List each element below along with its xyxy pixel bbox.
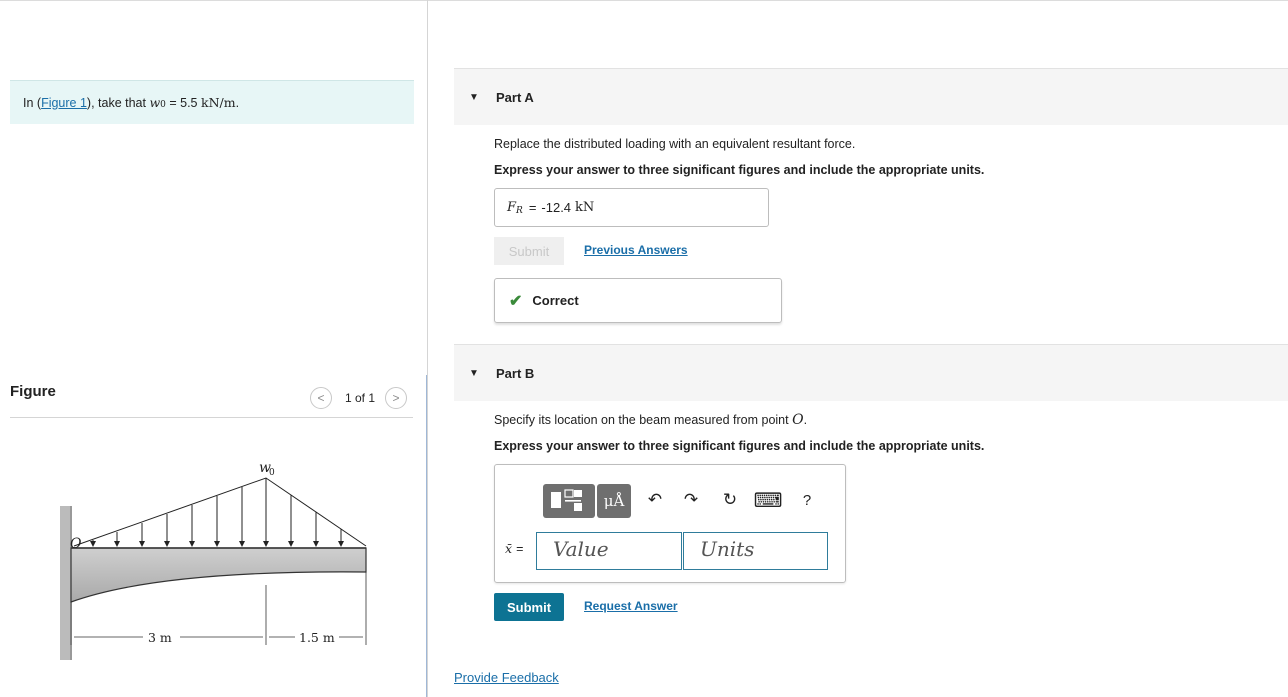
- load-label-sub: 0: [269, 468, 275, 478]
- load-variable-sub: 0: [160, 100, 166, 110]
- part-a-header[interactable]: [454, 68, 1288, 125]
- part-b-header[interactable]: [454, 344, 1288, 401]
- beam: [71, 548, 366, 602]
- part-a-instruction: Express your answer to three significant figures and include the appropriate units.: [494, 163, 985, 177]
- part-a-question: Replace the distributed loading with an equivalent resultant force.: [494, 137, 856, 151]
- dimension-right: 1.5 m: [299, 630, 335, 645]
- undo-icon[interactable]: ↶: [647, 490, 663, 509]
- templates-icon: [543, 484, 595, 518]
- question-suffix: .: [803, 413, 808, 427]
- redo-icon[interactable]: ↷: [683, 490, 699, 509]
- feedback-text: Correct: [532, 293, 579, 308]
- figure-pager: [310, 387, 407, 409]
- problem-middle: ), take that: [86, 96, 150, 110]
- panel-resize-handle[interactable]: [426, 375, 427, 697]
- part-b-question: [494, 412, 807, 428]
- answer-editor: [494, 464, 846, 583]
- figure-page-count: 1 of 1: [345, 391, 376, 405]
- part-b-instruction: Express your answer to three significant figures and include the appropriate units.: [494, 439, 985, 453]
- question-prefix: Specify its location on the beam measured from point: [494, 413, 793, 427]
- figure-title: Figure: [10, 383, 56, 400]
- load-arrows: [93, 478, 341, 546]
- problem-suffix: .: [235, 96, 240, 110]
- answer-equals: =: [528, 200, 537, 215]
- keyboard-icon[interactable]: ⌨: [753, 489, 783, 512]
- value-input[interactable]: Value: [536, 532, 682, 570]
- variable-xbar: x̄: [505, 541, 513, 556]
- templates-button[interactable]: [543, 484, 595, 518]
- load-label: w: [259, 460, 271, 476]
- units-button[interactable]: μÅ: [597, 484, 631, 518]
- part-b-title: Part B: [496, 365, 535, 381]
- part-b-submit-button[interactable]: Submit: [494, 593, 564, 621]
- load-outline: [74, 478, 366, 546]
- answer-units: kN: [575, 200, 595, 215]
- problem-equals: = 5.5: [165, 96, 201, 110]
- top-divider: [0, 0, 1288, 1]
- origin-label: O: [70, 536, 82, 552]
- provide-feedback-link[interactable]: Provide Feedback: [454, 670, 559, 685]
- next-figure-button[interactable]: >: [385, 387, 407, 409]
- problem-statement: [10, 80, 414, 124]
- previous-figure-button[interactable]: <: [310, 387, 332, 409]
- part-a-submit-button: Submit: [494, 237, 564, 265]
- request-answer-link[interactable]: Request Answer: [584, 599, 678, 613]
- beam-figure: [10, 440, 410, 670]
- panel-divider[interactable]: [427, 0, 428, 697]
- reset-icon[interactable]: ↻: [722, 490, 738, 509]
- part-a-answer-box: [494, 188, 769, 227]
- wall-support: [60, 506, 72, 660]
- collapse-arrow-icon: ▼: [469, 367, 479, 379]
- units-input[interactable]: Units: [683, 532, 828, 570]
- collapse-arrow-icon: ▼: [469, 91, 479, 103]
- answer-value: -12.4: [541, 200, 572, 215]
- variable-label: [505, 541, 523, 556]
- part-a-title: Part A: [496, 89, 534, 105]
- answer-variable-sub: R: [516, 205, 523, 216]
- figure-divider: [10, 417, 413, 418]
- figure-link[interactable]: Figure 1: [41, 96, 87, 110]
- problem-prefix: In (: [23, 96, 42, 110]
- question-point: O: [792, 412, 804, 428]
- problem-units: kN/m: [201, 95, 236, 110]
- check-icon: ✔: [509, 292, 523, 310]
- help-icon[interactable]: ?: [802, 491, 812, 509]
- part-a-feedback: [494, 278, 782, 323]
- answer-variable: F: [507, 200, 517, 215]
- dimension-left: 3 m: [148, 630, 172, 645]
- load-variable: w: [149, 95, 161, 110]
- previous-answers-link[interactable]: Previous Answers: [584, 243, 688, 257]
- variable-equals: =: [516, 542, 524, 556]
